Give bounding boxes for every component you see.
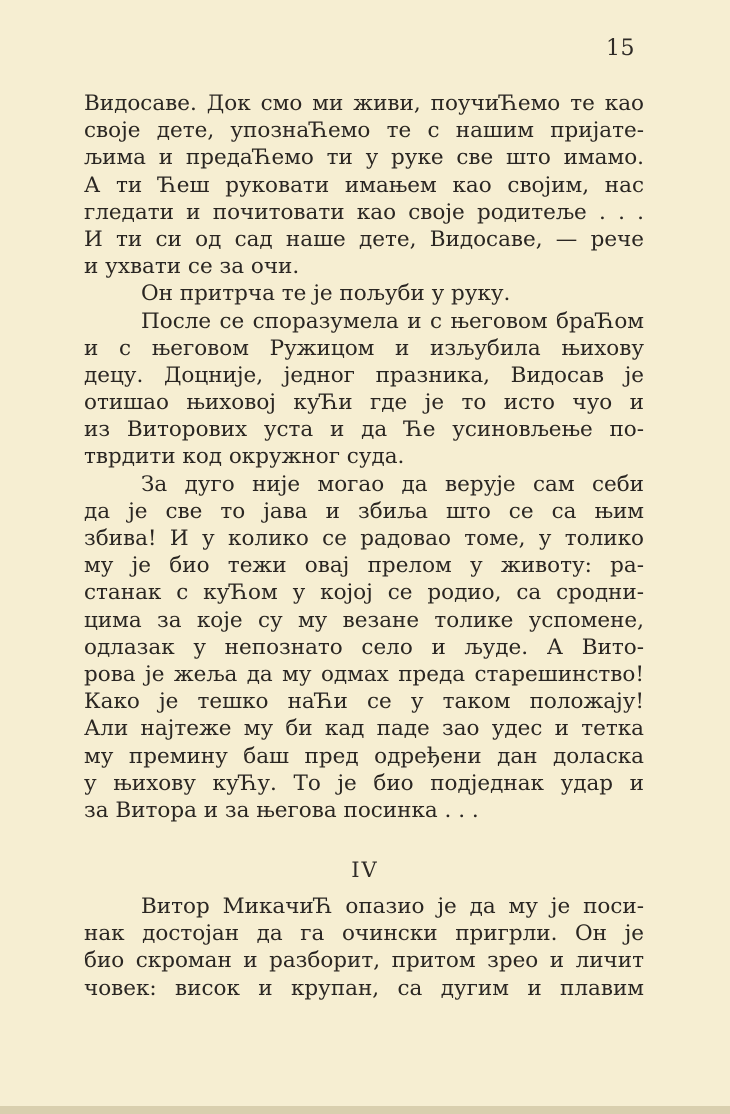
text-line: да је све то јава и збиља што се са њим [84,498,644,524]
text-line: децу. Доцније, једног празника, Видосав је [84,362,644,388]
text-line: рова је жеља да му одмах преда старешинство! [84,661,644,687]
section-text [84,893,644,1002]
section-heading: IV [351,858,379,882]
text-line: Видосаве. Док смо ми живи, поучиЋемо те као [84,91,644,116]
text-line: Он притрча те је пољуби у руку. [141,281,511,307]
text-line: нак достојан да га очински пригрли. Он је [84,921,644,947]
page-edge [0,1106,730,1114]
text-line: био скроман и разборит, притом зрео и личит [84,948,644,974]
text-line: одлазак у непознато село и људе. А Вито- [84,634,644,660]
text-line: за Витора и за његова посинка . . . [84,797,479,823]
text-line: цима за које су му везане толике успомене, [84,607,644,633]
text-line: збива! И у колико се радовао томе, у толико [84,526,644,551]
text-line: из Виторових уста и да Ће усиновљење по- [84,417,644,443]
text-line: Витор МикачиЋ опазио је да му је поси- [141,894,644,919]
text-line: му је био тежи овај прелом у животу: ра- [84,553,644,579]
text-line: отишао њиховој куЋи где је то исто чуо и [84,390,644,416]
text-line: А ти Ћеш руковати имањем као својим, нас [84,172,644,198]
text-line: тврдити код окружног суда. [84,444,405,470]
text-line: гледати и почитовати као своје родитеље . . . [84,199,644,225]
text-line: и с његовом Ружицом и изљубила њихову [84,335,644,361]
text-line: љима и предаЋемо ти у руке све што имамо. [84,145,644,171]
text-line: му премину баш пред одређени дан доласка [84,743,644,769]
text-line: Али најтеже му би кад паде зао удес и тетка [84,716,644,742]
text-line: станак с куЋом у којој се родио, са сродни- [84,580,644,606]
text-line: у њихову куЋу. То је био подједнак удар и [84,770,644,796]
text-line: За дуго није могао да верује сам себи [141,471,644,497]
page-number: 15 [606,36,635,61]
text-line: своје дете, упознаЋемо те с нашим пријате- [84,118,644,144]
text-line: После се споразумела и с његовом браЋом [141,308,644,334]
main-text [84,90,644,824]
text-line: човек: висок и крупан, са дугим и плавим [84,975,644,1001]
text-line: И ти си од сад наше дете, Видосаве, — рече [84,226,644,252]
text-line: Како је тешко наЋи се у таком положају! [84,689,644,715]
text-line: и ухвати се за очи. [84,254,300,280]
